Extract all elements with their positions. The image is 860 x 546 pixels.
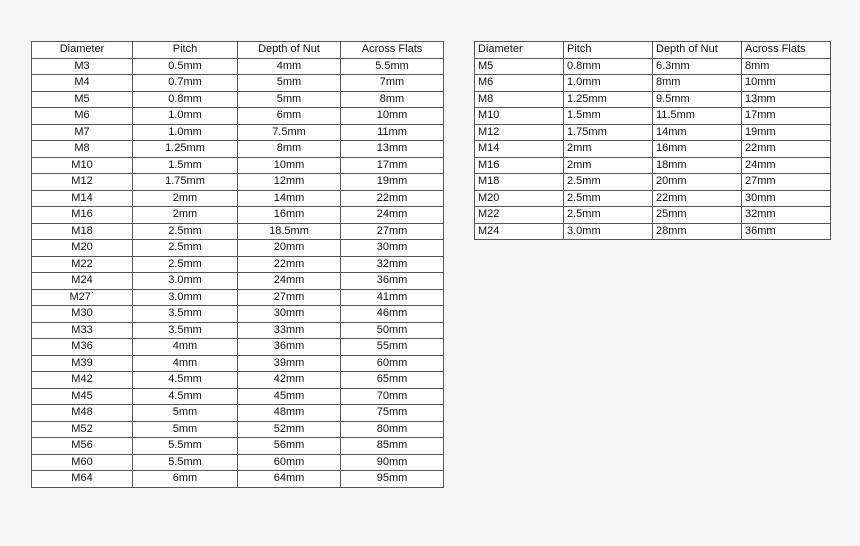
diameter-cell: M14 (475, 141, 564, 158)
diameter-cell: M64 (32, 471, 133, 488)
table-row (32, 240, 444, 257)
thread-size-table-fine (474, 41, 831, 240)
table-row (32, 289, 444, 306)
table-row (475, 223, 831, 240)
across-flats-cell: 10mm (742, 75, 831, 92)
across-flats-cell: 17mm (742, 108, 831, 125)
across-flats-cell: 22mm (341, 190, 444, 207)
across-flats-cell: 80mm (341, 421, 444, 438)
table-row (32, 339, 444, 356)
diameter-cell: M6 (475, 75, 564, 92)
pitch-cell: 0.8mm (133, 91, 238, 108)
depth-of-nut-cell: 48mm (238, 405, 341, 422)
depth-of-nut-cell: 33mm (238, 322, 341, 339)
pitch-cell: 3.0mm (133, 273, 238, 290)
depth-of-nut-cell: 8mm (238, 141, 341, 158)
depth-of-nut-cell: 6.3mm (653, 58, 742, 75)
across-flats-cell: 32mm (742, 207, 831, 224)
across-flats-cell: 65mm (341, 372, 444, 389)
pitch-cell: 3.5mm (133, 322, 238, 339)
across-flats-cell: 36mm (341, 273, 444, 290)
depth-of-nut-cell: 27mm (238, 289, 341, 306)
column-header-across-flats: Across Flats (341, 42, 444, 59)
diameter-cell: M60 (32, 454, 133, 471)
column-header-pitch: Pitch (564, 42, 653, 59)
table-row (32, 454, 444, 471)
table-row (475, 58, 831, 75)
across-flats-cell: 13mm (742, 91, 831, 108)
across-flats-cell: 24mm (341, 207, 444, 224)
depth-of-nut-cell: 6mm (238, 108, 341, 125)
depth-of-nut-cell: 14mm (238, 190, 341, 207)
diameter-cell: M56 (32, 438, 133, 455)
diameter-cell: M22 (32, 256, 133, 273)
table-row (475, 91, 831, 108)
depth-of-nut-cell: 64mm (238, 471, 341, 488)
pitch-cell: 4mm (133, 355, 238, 372)
pitch-cell: 2mm (564, 141, 653, 158)
diameter-cell: M12 (475, 124, 564, 141)
pitch-cell: 0.5mm (133, 58, 238, 75)
diameter-cell: M5 (475, 58, 564, 75)
diameter-cell: M4 (32, 75, 133, 92)
pitch-cell: 3.5mm (133, 306, 238, 323)
pitch-cell: 5mm (133, 405, 238, 422)
pitch-cell: 2mm (564, 157, 653, 174)
diameter-cell: M12 (32, 174, 133, 191)
depth-of-nut-cell: 4mm (238, 58, 341, 75)
table-row (32, 157, 444, 174)
depth-of-nut-cell: 8mm (653, 75, 742, 92)
table-row (475, 124, 831, 141)
across-flats-cell: 27mm (742, 174, 831, 191)
table-row (32, 421, 444, 438)
diameter-cell: M45 (32, 388, 133, 405)
table-row (475, 108, 831, 125)
table-row (32, 405, 444, 422)
depth-of-nut-cell: 5mm (238, 91, 341, 108)
diameter-cell: M10 (475, 108, 564, 125)
depth-of-nut-cell: 10mm (238, 157, 341, 174)
column-header-across-flats: Across Flats (742, 42, 831, 59)
depth-of-nut-cell: 45mm (238, 388, 341, 405)
diameter-cell: M24 (32, 273, 133, 290)
table-row (32, 91, 444, 108)
pitch-cell: 3.0mm (133, 289, 238, 306)
depth-of-nut-cell: 42mm (238, 372, 341, 389)
depth-of-nut-cell: 30mm (238, 306, 341, 323)
pitch-cell: 1.0mm (133, 124, 238, 141)
diameter-cell: M20 (32, 240, 133, 257)
pitch-cell: 2.5mm (133, 223, 238, 240)
across-flats-cell: 7mm (341, 75, 444, 92)
diameter-cell: M42 (32, 372, 133, 389)
table-row (475, 174, 831, 191)
across-flats-cell: 11mm (341, 124, 444, 141)
depth-of-nut-cell: 16mm (238, 207, 341, 224)
across-flats-cell: 50mm (341, 322, 444, 339)
diameter-cell: M39 (32, 355, 133, 372)
across-flats-cell: 8mm (742, 58, 831, 75)
across-flats-cell: 19mm (742, 124, 831, 141)
table-row (32, 438, 444, 455)
depth-of-nut-cell: 18.5mm (238, 223, 341, 240)
pitch-cell: 1.0mm (564, 75, 653, 92)
across-flats-cell: 32mm (341, 256, 444, 273)
across-flats-cell: 24mm (742, 157, 831, 174)
depth-of-nut-cell: 20mm (238, 240, 341, 257)
across-flats-cell: 60mm (341, 355, 444, 372)
column-header-diameter: Diameter (32, 42, 133, 59)
table-row (32, 471, 444, 488)
depth-of-nut-cell: 22mm (653, 190, 742, 207)
across-flats-cell: 8mm (341, 91, 444, 108)
diameter-cell: M10 (32, 157, 133, 174)
diameter-cell: M6 (32, 108, 133, 125)
table-header-row (475, 42, 831, 59)
diameter-cell: M14 (32, 190, 133, 207)
depth-of-nut-cell: 5mm (238, 75, 341, 92)
pitch-cell: 0.8mm (564, 58, 653, 75)
table-header-row (32, 42, 444, 59)
across-flats-cell: 5.5mm (341, 58, 444, 75)
table-row (32, 190, 444, 207)
diameter-cell: M36 (32, 339, 133, 356)
diameter-cell: M33 (32, 322, 133, 339)
diameter-cell: M7 (32, 124, 133, 141)
table-row (32, 58, 444, 75)
across-flats-cell: 70mm (341, 388, 444, 405)
depth-of-nut-cell: 52mm (238, 421, 341, 438)
column-header-pitch: Pitch (133, 42, 238, 59)
diameter-cell: M16 (475, 157, 564, 174)
depth-of-nut-cell: 9.5mm (653, 91, 742, 108)
pitch-cell: 2mm (133, 207, 238, 224)
pitch-cell: 1.75mm (133, 174, 238, 191)
pitch-cell: 5mm (133, 421, 238, 438)
table-row (32, 273, 444, 290)
pitch-cell: 1.25mm (564, 91, 653, 108)
pitch-cell: 4.5mm (133, 388, 238, 405)
depth-of-nut-cell: 36mm (238, 339, 341, 356)
pitch-cell: 1.0mm (133, 108, 238, 125)
depth-of-nut-cell: 14mm (653, 124, 742, 141)
table-row (475, 190, 831, 207)
depth-of-nut-cell: 24mm (238, 273, 341, 290)
depth-of-nut-cell: 11.5mm (653, 108, 742, 125)
table-row (32, 75, 444, 92)
table-row (475, 157, 831, 174)
across-flats-cell: 10mm (341, 108, 444, 125)
diameter-cell: M48 (32, 405, 133, 422)
across-flats-cell: 27mm (341, 223, 444, 240)
across-flats-cell: 55mm (341, 339, 444, 356)
depth-of-nut-cell: 20mm (653, 174, 742, 191)
depth-of-nut-cell: 7.5mm (238, 124, 341, 141)
across-flats-cell: 46mm (341, 306, 444, 323)
across-flats-cell: 90mm (341, 454, 444, 471)
diameter-cell: M22 (475, 207, 564, 224)
pitch-cell: 0.7mm (133, 75, 238, 92)
pitch-cell: 2.5mm (564, 190, 653, 207)
table-row (32, 124, 444, 141)
across-flats-cell: 17mm (341, 157, 444, 174)
depth-of-nut-cell: 28mm (653, 223, 742, 240)
diameter-cell: M5 (32, 91, 133, 108)
pitch-cell: 1.5mm (564, 108, 653, 125)
column-header-diameter: Diameter (475, 42, 564, 59)
pitch-cell: 2mm (133, 190, 238, 207)
pitch-cell: 1.25mm (133, 141, 238, 158)
depth-of-nut-cell: 12mm (238, 174, 341, 191)
depth-of-nut-cell: 60mm (238, 454, 341, 471)
table-row (32, 388, 444, 405)
pitch-cell: 2.5mm (133, 256, 238, 273)
pitch-cell: 1.5mm (133, 157, 238, 174)
pitch-cell: 1.75mm (564, 124, 653, 141)
diameter-cell: M8 (475, 91, 564, 108)
across-flats-cell: 13mm (341, 141, 444, 158)
table-row (32, 207, 444, 224)
across-flats-cell: 22mm (742, 141, 831, 158)
depth-of-nut-cell: 56mm (238, 438, 341, 455)
table-row (32, 322, 444, 339)
pitch-cell: 2.5mm (564, 207, 653, 224)
diameter-cell: M52 (32, 421, 133, 438)
diameter-cell: M27` (32, 289, 133, 306)
diameter-cell: M30 (32, 306, 133, 323)
table-row (32, 355, 444, 372)
table-row (32, 372, 444, 389)
table-row (32, 141, 444, 158)
depth-of-nut-cell: 25mm (653, 207, 742, 224)
across-flats-cell: 41mm (341, 289, 444, 306)
diameter-cell: M24 (475, 223, 564, 240)
table-row (32, 306, 444, 323)
diameter-cell: M8 (32, 141, 133, 158)
pitch-cell: 2.5mm (564, 174, 653, 191)
table-row (475, 141, 831, 158)
depth-of-nut-cell: 16mm (653, 141, 742, 158)
across-flats-cell: 19mm (341, 174, 444, 191)
thread-size-table-full (31, 41, 444, 488)
depth-of-nut-cell: 18mm (653, 157, 742, 174)
depth-of-nut-cell: 39mm (238, 355, 341, 372)
pitch-cell: 6mm (133, 471, 238, 488)
across-flats-cell: 95mm (341, 471, 444, 488)
diameter-cell: M20 (475, 190, 564, 207)
pitch-cell: 2.5mm (133, 240, 238, 257)
across-flats-cell: 30mm (742, 190, 831, 207)
pitch-cell: 4mm (133, 339, 238, 356)
across-flats-cell: 75mm (341, 405, 444, 422)
table-row (32, 174, 444, 191)
across-flats-cell: 85mm (341, 438, 444, 455)
pitch-cell: 3.0mm (564, 223, 653, 240)
table-row (32, 108, 444, 125)
table-row (32, 256, 444, 273)
column-header-depth-of-nut: Depth of Nut (238, 42, 341, 59)
pitch-cell: 5.5mm (133, 438, 238, 455)
across-flats-cell: 30mm (341, 240, 444, 257)
pitch-cell: 4.5mm (133, 372, 238, 389)
table-row (475, 75, 831, 92)
table-row (475, 207, 831, 224)
column-header-depth-of-nut: Depth of Nut (653, 42, 742, 59)
depth-of-nut-cell: 22mm (238, 256, 341, 273)
across-flats-cell: 36mm (742, 223, 831, 240)
diameter-cell: M18 (32, 223, 133, 240)
diameter-cell: M18 (475, 174, 564, 191)
pitch-cell: 5.5mm (133, 454, 238, 471)
diameter-cell: M16 (32, 207, 133, 224)
table-row (32, 223, 444, 240)
diameter-cell: M3 (32, 58, 133, 75)
